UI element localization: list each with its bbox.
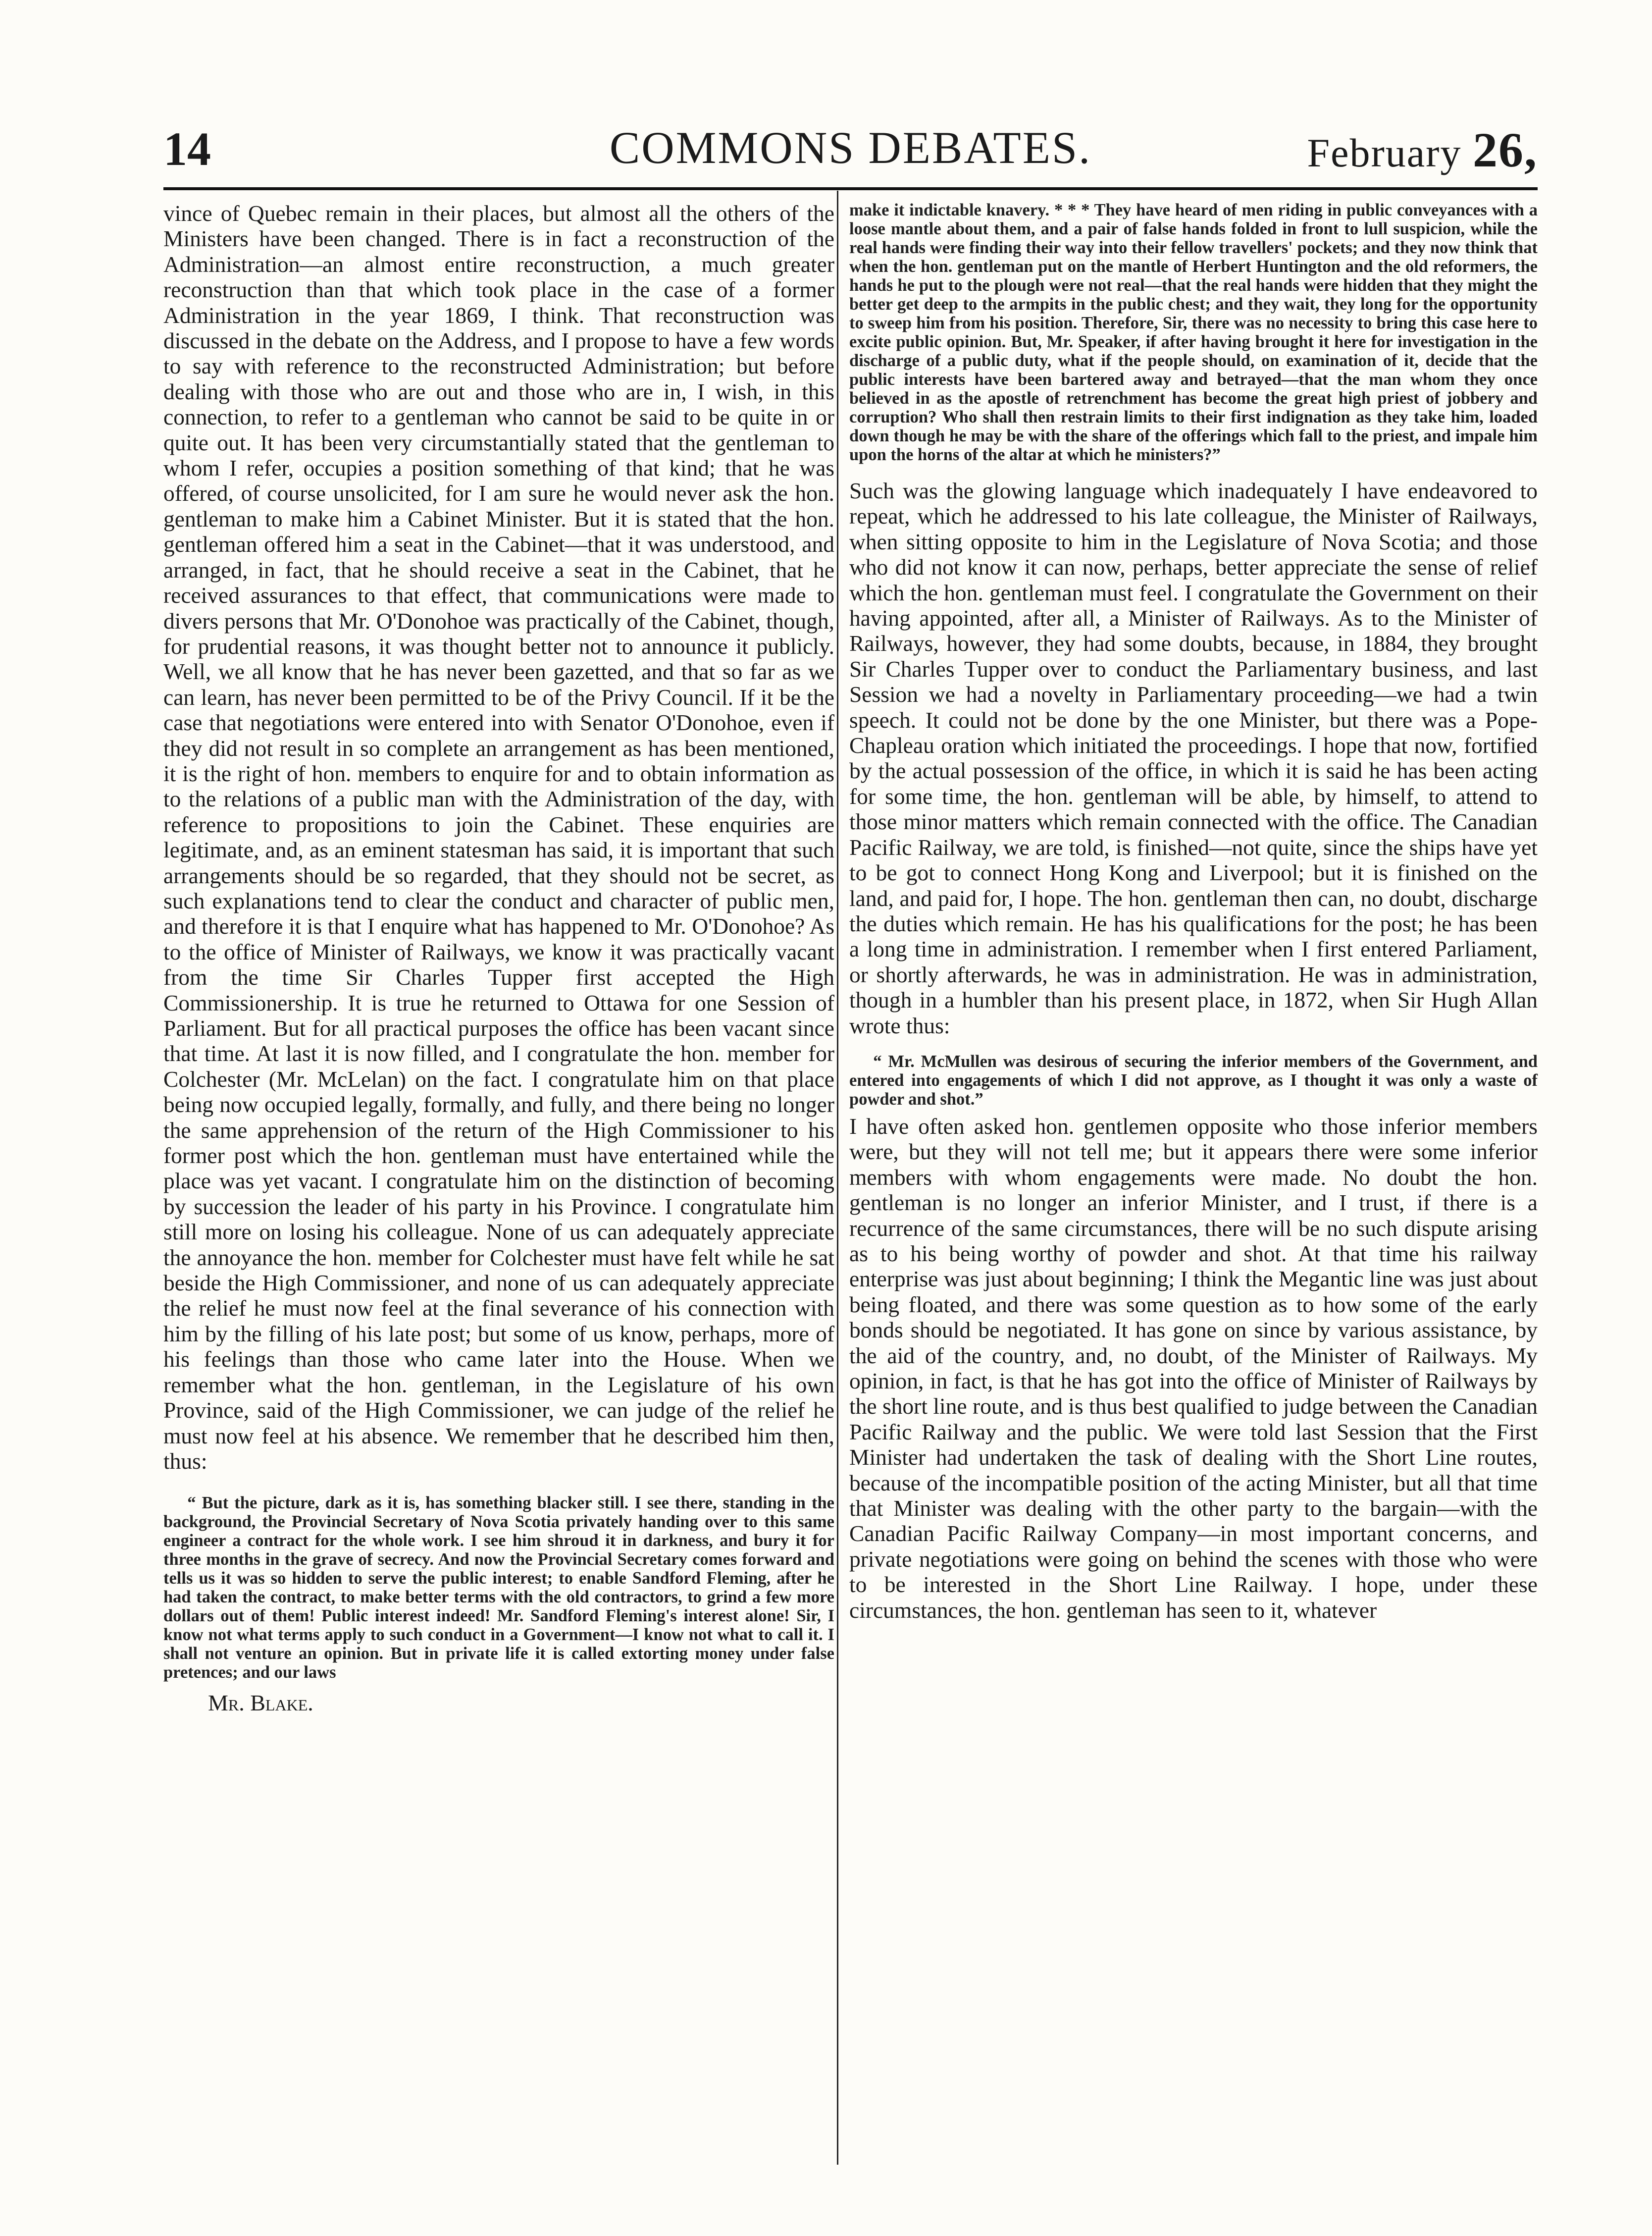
quoted-passage: “ But the picture, dark as it is, has something blacker still. I see there, standing in the background, the Provincial Secretary of Nova Scotia privately handing over to this same engineer a contract for the whole work. I see him shroud it in darkness, and bury it for three months in the grave of secrecy. And now the Provincial Secretary comes forward and tells us it was so hidden to serve the public interest; to enable Sandford Fleming, after he had taken the contract, to make better terms with the old contractors, to grind a few more dollars out of them! Public interest indeed! Mr. Sandford Fleming's interest alone! Sir, I know not what terms apply to such conduct in a Government—I know not what to call it. I shall not venture an opinion. But in private life it is called extorting money under false pretences; and our laws: [163, 1493, 834, 1682]
speech-paragraph: Such was the glowing language which inadequately I have endeavored to repeat, which he addressed to his late colleague, the Minister of Railways, when sitting opposite to him in the Legislature of Nova Scotia; and those who did not know it can now, perhaps, better appreciate the sense of relief which the hon. gentleman must feel. I congratulate the Government on their having appointed, after all, a Minister of Railways. As to the Minister of Railways, however, they had some doubts, because, in 1884, they brought Sir Charles Tupper over to conduct the Parliamentary business, and last Session we had a novelty in Parliamentary proceeding—we had a twin speech. It could not be done by the one Minister, but there was a Pope-Chapleau oration which initiated the proceedings. I hope that now, fortified by the actual possession of the office, in which it is said he has been acting for some time, the hon. gentleman will be able, by himself, to attend to those minor matters which remain connected with the office. The Canadian Pacific Railway, we are told, is finished—not quite, since the ships have yet to be got to connect Hong Kong and Liverpool; but it is finished on the land, and paid for, I hope. The hon. gentleman then can, no doubt, discharge the duties which remain. He has his qualifications for the post; he has been a long time in administration. I remember when I first entered Parliament, or shortly afterwards, he was in administration. He was in administration, though in a humbler than his present place, in 1872, when Sir Hugh Allan wrote thus:: [849, 478, 1538, 1038]
left-column: [163, 201, 834, 1716]
page-date: [1307, 121, 1538, 178]
quoted-letter: “ Mr. McMullen was desirous of securing the inferior members of the Government, and entered into engagements of which I did not approve, as I thought it was only a waste of powder and shot.”: [849, 1052, 1538, 1109]
page-number: 14: [163, 122, 211, 175]
date-month: February: [1307, 130, 1462, 175]
header-rule: [163, 187, 1538, 190]
speech-paragraph: vince of Quebec remain in their places, but almost all the others of the Ministers have been changed. There is in fact a reconstruction of the Administration—an almost entire reconstruction, a much greater reconstruction than that which took place in the case of a former Administration in the year 1869, I think. That reconstruction was discussed in the debate on the Address, and I propose to have a few words to say with reference to the reconstructed Administration; but before dealing with those who are out and those who are in, I wish, in this connection, to refer to a gentleman who cannot be said to be quite in or quite out. It has been very circumstantially stated that the gentleman to whom I refer, occupies a position something of that kind; that he was offered, of course unsolicited, for I am sure he would never ask the hon. gentleman to make him a Cabinet Minister. But it is stated that the hon. gentleman offered him a seat in the Cabinet—that it was understood, and arranged, in fact, that he should receive a seat in the Cabinet, that he received assurances to that effect, that communications were made to divers persons that Mr. O'Donohoe was practically of the Cabinet, though, for prudential reasons, it was thought better not to announce it publicly. Well, we all know that he has never been gazetted, and that so far as we can learn, has never been permitted to be of the Privy Council. If it be the case that negotiations were entered into with Senator O'Donohoe, even if they did not result in so complete an arrangement as has been mentioned, it is the right of hon. members to enquire for and to obtain information as to the relations of a public man with the Administration of the day, with reference to propositions to join the Cabinet. These enquiries are legitimate, and, as an eminent statesman has said, it is important that such arrangements should be so regarded, that they should not be secret, as such explanations tend to clear the conduct and character of public men, and therefore it is that I enquire what has happened to Mr. O'Donohoe? As to the office of Minister of Railways, we know it was practically vacant from the time Sir Charles Tupper first accepted the High Commissionership. It is true he returned to Ottawa for one Session of Parliament. But for all practical purposes the office has been vacant since that time. At last it is now filled, and I congratulate the hon. member for Colchester (Mr. McLelan) on the fact. I congratulate him on that place being now occupied legally, formally, and fully, and there being no longer the same apprehension of the return of the High Commissioner to his former post which the hon. gentleman must have entertained while the place was yet vacant. I congratulate him on the distinction of becoming by succession the leader of his party in his Province. I congratulate him still more on losing his colleague. None of us can adequately appreciate the annoyance the hon. member for Colchester must have felt while he sat beside the High Commissioner, and none of us can adequately appreciate the relief he must now feel at the final severance of his connection with him by the filling of his late post; but some of us know, perhaps, more of his feelings than those who came later into the House. When we remember what the hon. gentleman, in the Legislature of his own Province, said of the High Commissioner, we can judge of the relief he must now feel at his absence. We remember that he described him then, thus:: [163, 201, 834, 1474]
right-column: [849, 201, 1538, 1623]
date-day: 26,: [1473, 122, 1538, 177]
publication-title: COMMONS DEBATES.: [609, 122, 1092, 173]
column-divider: [837, 191, 838, 2165]
speech-paragraph: I have often asked hon. gentlemen opposite who those inferior members were, but they will not tell me; but it appears there were some inferior members with whom engagements were made. No doubt the hon. gentleman is no longer an inferior Minister, and I trust, if there is a recurrence of the same circumstances, there will be no such dispute arising as to his being worthy of powder and shot. At that time his railway enterprise was just about beginning; I think the Megantic line was just about being floated, and there was some question as to how some of the early bonds should be negotiated. It has gone on since by various assistance, by the aid of the country, and, no doubt, of the Minister of Railways. My opinion, in fact, is that he has got into the office of Minister of Railways by the short line route, and is thus best qualified to judge between the Canadian Pacific Railway and the public. We were told last Session that the First Minister had undertaken the task of dealing with the Short Line routes, because of the incompatible position of the acting Minister, but all that time that Minister was dealing with the other party to the bargain—with the Canadian Pacific Railway Company—in most important concerns, and private negotiations were going on behind the scenes with those who were to be interested in the Short Line Railway. I hope, under these circumstances, the hon. gentleman has seen to it, whatever: [849, 1113, 1538, 1623]
speaker-signature: Mr. Blake.: [208, 1690, 313, 1716]
quoted-passage-continued: make it indictable knavery. * * * They have heard of men riding in public conveyances with a loose mantle about them, and a pair of false hands folded in front to lull suspicion, while the real hands were finding their way into their fellow travellers' pockets; and they now think that when the hon. gentleman put on the mantle of Herbert Huntington and the old reformers, the hands he put to the plough were not real—that the real hands were hidden that they might the better get deep to the armpits in the public chest; and they wait, they long for the opportunity to sweep him from his position. Therefore, Sir, there was no necessity to bring this case here to excite public opinion. But, Mr. Speaker, if after having brought it here for investigation in the discharge of a public duty, what if the people should, on examination of it, decide that the public interests have been bartered away and betrayed—that the man whom they once believed in as the apostle of retrenchment has become the great high priest of jobbery and corruption? Who shall then restrain limits to their first indignation as they take him, loaded down though he may be with the share of the offerings which fall to the priest, and impale him upon the horns of the altar at which he ministers?”: [849, 201, 1538, 464]
page-header: [163, 121, 1538, 181]
